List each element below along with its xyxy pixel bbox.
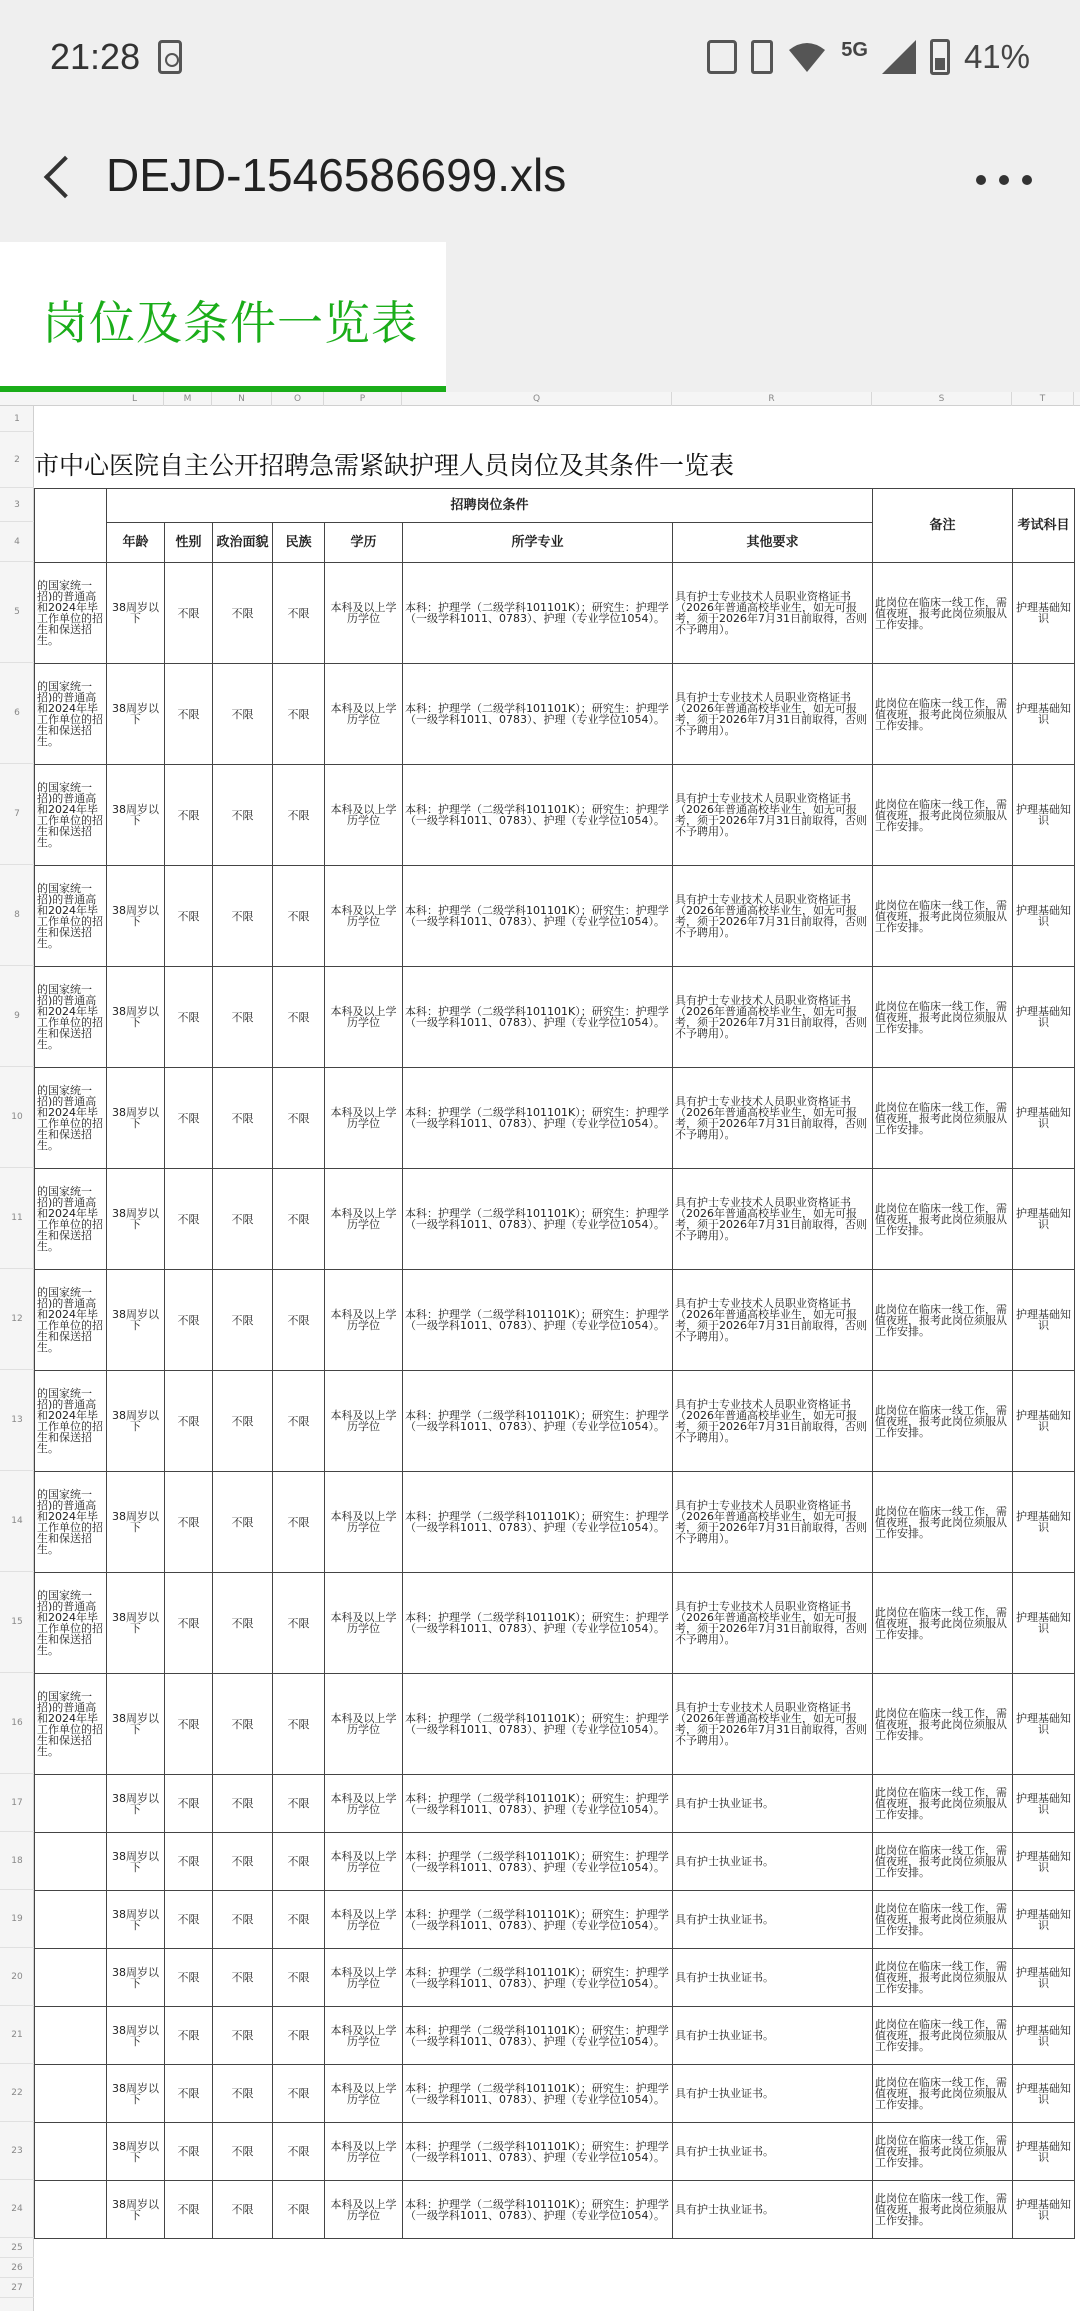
status-icons <box>707 38 1030 76</box>
header-education: 学历 <box>325 523 403 563</box>
cell-major[interactable]: 本科：护理学（二级学科101101K）；研究生：护理学（一级学科1011、0783）、护理（专业学位1054）。 <box>403 866 673 967</box>
cell-major[interactable]: 本科：护理学（二级学科101101K）；研究生：护理学（一级学科1011、0783）、护理（专业学位1054）。 <box>403 1472 673 1573</box>
cell-notes[interactable] <box>35 1891 107 1949</box>
status-time: 21:28 <box>50 36 141 77</box>
cell-education[interactable]: 本科及以上学历学位 <box>325 866 403 967</box>
cell-age[interactable]: 38周岁以下 <box>107 1472 165 1573</box>
cell-political[interactable]: 不限 <box>213 1891 273 1949</box>
cell-exam[interactable]: 护理基础知识 <box>1013 866 1075 967</box>
cell-education[interactable]: 本科及以上学历学位 <box>325 1674 403 1775</box>
cell-remarks[interactable]: 此岗位在临床一线工作，需值夜班，报考此岗位须服从工作安排。 <box>873 563 1013 664</box>
row-header[interactable]: 13 <box>0 1370 34 1471</box>
cell-notes[interactable]: 的国家统一招)的普通高和2024年毕工作单位的招生和保送招生。 <box>35 1169 107 1270</box>
cell-education[interactable]: 本科及以上学历学位 <box>325 1371 403 1472</box>
cell-remarks[interactable]: 此岗位在临床一线工作，需值夜班，报考此岗位须服从工作安排。 <box>873 765 1013 866</box>
cell-notes[interactable] <box>35 2007 107 2065</box>
cell-education[interactable]: 本科及以上学历学位 <box>325 664 403 765</box>
cell-ethnicity[interactable]: 不限 <box>273 967 325 1068</box>
column-header[interactable]: R <box>672 392 872 406</box>
cell-ethnicity[interactable]: 不限 <box>273 1270 325 1371</box>
row-header[interactable]: 20 <box>0 1948 34 2006</box>
cell-exam[interactable]: 护理基础知识 <box>1013 1270 1075 1371</box>
cell-gender[interactable]: 不限 <box>165 1169 213 1270</box>
cell-major[interactable]: 本科：护理学（二级学科101101K）；研究生：护理学（一级学科1011、0783）、护理（专业学位1054）。 <box>403 2181 673 2239</box>
cell-notes[interactable]: 的国家统一招)的普通高和2024年毕工作单位的招生和保送招生。 <box>35 1371 107 1472</box>
column-header[interactable]: T <box>1012 392 1074 406</box>
table-row <box>35 2065 1075 2123</box>
header-remarks: 备注 <box>873 489 1013 563</box>
cell-age[interactable]: 38周岁以下 <box>107 866 165 967</box>
cell-political[interactable]: 不限 <box>213 1169 273 1270</box>
cell-exam[interactable]: 护理基础知识 <box>1013 664 1075 765</box>
cell-other[interactable]: 具有护士执业证书。 <box>673 2181 873 2239</box>
cell-major[interactable]: 本科：护理学（二级学科101101K）；研究生：护理学（一级学科1011、0783）、护理（专业学位1054）。 <box>403 1169 673 1270</box>
cell-exam[interactable]: 护理基础知识 <box>1013 2007 1075 2065</box>
cell-age[interactable]: 38周岁以下 <box>107 1573 165 1674</box>
table-row <box>35 2123 1075 2181</box>
cell-remarks[interactable]: 此岗位在临床一线工作，需值夜班，报考此岗位须服从工作安排。 <box>873 1169 1013 1270</box>
network-type: 5G <box>841 38 868 61</box>
more-dot <box>1022 175 1032 185</box>
cell-notes[interactable] <box>35 2065 107 2123</box>
cell-other[interactable]: 具有护士专业技术人员职业资格证书（2026年普通高校毕业生，如无可报考，须于2026年7月31日前取得，否则不予聘用）。 <box>673 1068 873 1169</box>
cell-major[interactable]: 本科：护理学（二级学科101101K）；研究生：护理学（一级学科1011、0783）、护理（专业学位1054）。 <box>403 1891 673 1949</box>
row-header[interactable]: 12 <box>0 1269 34 1370</box>
cell-major[interactable]: 本科：护理学（二级学科101101K）；研究生：护理学（一级学科1011、0783）、护理（专业学位1054）。 <box>403 967 673 1068</box>
cell-exam[interactable]: 护理基础知识 <box>1013 1891 1075 1949</box>
row-header[interactable]: 1 <box>0 406 34 432</box>
app-bar <box>0 118 1080 242</box>
row-header[interactable]: 24 <box>0 2180 34 2238</box>
cell-remarks[interactable]: 此岗位在临床一线工作，需值夜班，报考此岗位须服从工作安排。 <box>873 1472 1013 1573</box>
cell-other[interactable]: 具有护士专业技术人员职业资格证书（2026年普通高校毕业生，如无可报考，须于2026年7月31日前取得，否则不予聘用）。 <box>673 563 873 664</box>
cell-gender[interactable]: 不限 <box>165 765 213 866</box>
cell-remarks[interactable]: 此岗位在临床一线工作，需值夜班，报考此岗位须服从工作安排。 <box>873 967 1013 1068</box>
cell-remarks[interactable]: 此岗位在临床一线工作，需值夜班，报考此岗位须服从工作安排。 <box>873 2123 1013 2181</box>
status-bar <box>0 0 1080 118</box>
cell-age[interactable]: 38周岁以下 <box>107 765 165 866</box>
cell-other[interactable]: 具有护士专业技术人员职业资格证书（2026年普通高校毕业生，如无可报考，须于2026年7月31日前取得，否则不予聘用）。 <box>673 1371 873 1472</box>
cell-ethnicity[interactable]: 不限 <box>273 1371 325 1472</box>
row-header[interactable]: 8 <box>0 865 34 966</box>
cell-political[interactable]: 不限 <box>213 967 273 1068</box>
column-header[interactable]: O <box>272 392 324 406</box>
cell-remarks[interactable]: 此岗位在临床一线工作，需值夜班，报考此岗位须服从工作安排。 <box>873 1775 1013 1833</box>
cell-age[interactable]: 38周岁以下 <box>107 1949 165 2007</box>
cell-political[interactable]: 不限 <box>213 2123 273 2181</box>
column-header[interactable]: S <box>872 392 1012 406</box>
row-header[interactable]: 11 <box>0 1168 34 1269</box>
cell-ethnicity[interactable]: 不限 <box>273 1775 325 1833</box>
table-row <box>35 1775 1075 1833</box>
tab-label: 岗位及条件一览表 <box>42 296 418 350</box>
cell-other[interactable]: 具有护士专业技术人员职业资格证书（2026年普通高校毕业生，如无可报考，须于2026年7月31日前取得，否则不予聘用）。 <box>673 1270 873 1371</box>
row-header[interactable]: 7 <box>0 764 34 865</box>
cell-gender[interactable]: 不限 <box>165 1573 213 1674</box>
cell-ethnicity[interactable]: 不限 <box>273 1472 325 1573</box>
table-row <box>35 664 1075 765</box>
cell-other[interactable]: 具有护士专业技术人员职业资格证书（2026年普通高校毕业生，如无可报考，须于2026年7月31日前取得，否则不予聘用）。 <box>673 1674 873 1775</box>
cell-political[interactable]: 不限 <box>213 1674 273 1775</box>
table-row <box>35 1472 1075 1573</box>
cell-exam[interactable]: 护理基础知识 <box>1013 2123 1075 2181</box>
header-other: 其他要求 <box>673 523 873 563</box>
row-header[interactable]: 18 <box>0 1832 34 1890</box>
cell-major[interactable]: 本科：护理学（二级学科101101K）；研究生：护理学（一级学科1011、0783）、护理（专业学位1054）。 <box>403 1573 673 1674</box>
cell-notes[interactable] <box>35 1833 107 1891</box>
cell-gender[interactable]: 不限 <box>165 664 213 765</box>
cell-gender[interactable]: 不限 <box>165 2123 213 2181</box>
cell-gender[interactable]: 不限 <box>165 1949 213 2007</box>
cell-ethnicity[interactable]: 不限 <box>273 2181 325 2239</box>
cell-exam[interactable]: 护理基础知识 <box>1013 2181 1075 2239</box>
cell-ethnicity[interactable]: 不限 <box>273 1169 325 1270</box>
cell-age[interactable]: 38周岁以下 <box>107 967 165 1068</box>
cell-age[interactable]: 38周岁以下 <box>107 1775 165 1833</box>
cell-education[interactable]: 本科及以上学历学位 <box>325 1169 403 1270</box>
screen-record-icon <box>158 40 182 74</box>
cell-ethnicity[interactable]: 不限 <box>273 563 325 664</box>
cell-gender[interactable]: 不限 <box>165 1775 213 1833</box>
header-ethnicity: 民族 <box>273 523 325 563</box>
cell-notes[interactable]: 的国家统一招)的普通高和2024年毕工作单位的招生和保送招生。 <box>35 563 107 664</box>
cell-notes[interactable]: 的国家统一招)的普通高和2024年毕工作单位的招生和保送招生。 <box>35 1270 107 1371</box>
column-header[interactable]: P <box>324 392 402 406</box>
cell-ethnicity[interactable]: 不限 <box>273 1891 325 1949</box>
cell-age[interactable]: 38周岁以下 <box>107 1891 165 1949</box>
cell-gender[interactable]: 不限 <box>165 967 213 1068</box>
sheet-tab-bar <box>0 242 1080 392</box>
cell-major[interactable]: 本科：护理学（二级学科101101K）；研究生：护理学（一级学科1011、0783）、护理（专业学位1054）。 <box>403 1775 673 1833</box>
cell-age[interactable]: 38周岁以下 <box>107 1371 165 1472</box>
table-row <box>35 1949 1075 2007</box>
column-header[interactable]: M <box>164 392 212 406</box>
row-header[interactable]: 15 <box>0 1572 34 1673</box>
cell-exam[interactable]: 护理基础知识 <box>1013 563 1075 664</box>
column-header[interactable]: Q <box>402 392 672 406</box>
cell-major[interactable]: 本科：护理学（二级学科101101K）；研究生：护理学（一级学科1011、0783）、护理（专业学位1054）。 <box>403 1371 673 1472</box>
wifi-icon <box>787 40 827 74</box>
table-row <box>35 2007 1075 2065</box>
cell-exam[interactable]: 护理基础知识 <box>1013 1949 1075 2007</box>
cell-notes[interactable]: 的国家统一招)的普通高和2024年毕工作单位的招生和保送招生。 <box>35 1674 107 1775</box>
more-dot <box>999 175 1009 185</box>
header-age: 年龄 <box>107 523 165 563</box>
cell-education[interactable]: 本科及以上学历学位 <box>325 967 403 1068</box>
cell-notes[interactable]: 的国家统一招)的普通高和2024年毕工作单位的招生和保送招生。 <box>35 664 107 765</box>
row-header[interactable]: 27 <box>0 2278 34 2298</box>
table-row <box>35 1833 1075 1891</box>
cell-ethnicity[interactable]: 不限 <box>273 1833 325 1891</box>
cell-education[interactable]: 本科及以上学历学位 <box>325 563 403 664</box>
cell-remarks[interactable]: 此岗位在临床一线工作，需值夜班，报考此岗位须服从工作安排。 <box>873 1573 1013 1674</box>
table-row <box>35 866 1075 967</box>
cell-notes[interactable]: 的国家统一招)的普通高和2024年毕工作单位的招生和保送招生。 <box>35 765 107 866</box>
cell-major[interactable]: 本科：护理学（二级学科101101K）；研究生：护理学（一级学科1011、0783）、护理（专业学位1054）。 <box>403 563 673 664</box>
cell-age[interactable]: 38周岁以下 <box>107 2181 165 2239</box>
cell-other[interactable]: 具有护士专业技术人员职业资格证书（2026年普通高校毕业生，如无可报考，须于2026年7月31日前取得，否则不予聘用）。 <box>673 1472 873 1573</box>
header-exam: 考试科目 <box>1013 489 1075 563</box>
header-row-group <box>35 489 1075 523</box>
cell-ethnicity[interactable]: 不限 <box>273 1573 325 1674</box>
row-header[interactable]: 9 <box>0 966 34 1067</box>
row-header[interactable]: 23 <box>0 2122 34 2180</box>
cell-education[interactable]: 本科及以上学历学位 <box>325 2123 403 2181</box>
row-header[interactable]: 22 <box>0 2064 34 2122</box>
cell-political[interactable]: 不限 <box>213 1775 273 1833</box>
cell-political[interactable]: 不限 <box>213 2181 273 2239</box>
cell-gender[interactable]: 不限 <box>165 1270 213 1371</box>
cell-remarks[interactable]: 此岗位在临床一线工作，需值夜班，报考此岗位须服从工作安排。 <box>873 2007 1013 2065</box>
row-header[interactable]: 14 <box>0 1471 34 1572</box>
cell-notes[interactable]: 的国家统一招)的普通高和2024年毕工作单位的招生和保送招生。 <box>35 1573 107 1674</box>
cell-other[interactable]: 具有护士专业技术人员职业资格证书（2026年普通高校毕业生，如无可报考，须于2026年7月31日前取得，否则不予聘用）。 <box>673 1573 873 1674</box>
row-header[interactable]: 2 <box>0 432 34 488</box>
cell-political[interactable]: 不限 <box>213 1270 273 1371</box>
cell-ethnicity[interactable]: 不限 <box>273 1674 325 1775</box>
cell-other[interactable]: 具有护士执业证书。 <box>673 2123 873 2181</box>
cell-political[interactable]: 不限 <box>213 1068 273 1169</box>
cell-age[interactable]: 38周岁以下 <box>107 1169 165 1270</box>
sim-icon <box>751 40 773 74</box>
cell-political[interactable]: 不限 <box>213 664 273 765</box>
file-title: DEJD-1546586699.xls <box>106 149 567 201</box>
row-header[interactable]: 26 <box>0 2258 34 2278</box>
cell-notes[interactable]: 的国家统一招)的普通高和2024年毕工作单位的招生和保送招生。 <box>35 866 107 967</box>
cell-education[interactable]: 本科及以上学历学位 <box>325 1833 403 1891</box>
cell-age[interactable]: 38周岁以下 <box>107 1833 165 1891</box>
cell-remarks[interactable]: 此岗位在临床一线工作，需值夜班，报考此岗位须服从工作安排。 <box>873 1891 1013 1949</box>
table-row <box>35 1891 1075 1949</box>
signal-icon <box>882 40 916 74</box>
cell-gender[interactable]: 不限 <box>165 1068 213 1169</box>
row-header[interactable]: 5 <box>0 562 34 663</box>
cell-ethnicity[interactable]: 不限 <box>273 866 325 967</box>
cell-age[interactable]: 38周岁以下 <box>107 2123 165 2181</box>
cell-notes[interactable]: 的国家统一招)的普通高和2024年毕工作单位的招生和保送招生。 <box>35 967 107 1068</box>
cell-education[interactable]: 本科及以上学历学位 <box>325 2007 403 2065</box>
cell-political[interactable]: 不限 <box>213 1371 273 1472</box>
battery-icon <box>930 39 950 75</box>
cell-age[interactable]: 38周岁以下 <box>107 563 165 664</box>
cell-remarks[interactable]: 此岗位在临床一线工作，需值夜班，报考此岗位须服从工作安排。 <box>873 1674 1013 1775</box>
cell-exam[interactable]: 护理基础知识 <box>1013 1775 1075 1833</box>
cell-education[interactable]: 本科及以上学历学位 <box>325 1270 403 1371</box>
cell-remarks[interactable]: 此岗位在临床一线工作，需值夜班，报考此岗位须服从工作安排。 <box>873 1068 1013 1169</box>
spreadsheet-view[interactable] <box>0 392 1080 2311</box>
sheet-title: 市中心医院自主公开招聘急需紧缺护理人员岗位及其条件一览表 <box>34 451 735 480</box>
cell-exam[interactable]: 护理基础知识 <box>1013 1068 1075 1169</box>
cell-exam[interactable]: 护理基础知识 <box>1013 1169 1075 1270</box>
cell-age[interactable]: 38周岁以下 <box>107 1270 165 1371</box>
cell-political[interactable]: 不限 <box>213 1573 273 1674</box>
cell-education[interactable]: 本科及以上学历学位 <box>325 1891 403 1949</box>
header-group: 招聘岗位条件 <box>107 489 873 523</box>
table-row <box>35 563 1075 664</box>
table-row <box>35 765 1075 866</box>
table-row <box>35 1068 1075 1169</box>
more-icon[interactable] <box>976 160 1032 200</box>
cell-major[interactable]: 本科：护理学（二级学科101101K）；研究生：护理学（一级学科1011、0783）、护理（专业学位1054）。 <box>403 1068 673 1169</box>
cell-age[interactable]: 38周岁以下 <box>107 2007 165 2065</box>
cell-political[interactable]: 不限 <box>213 765 273 866</box>
back-arrow-icon[interactable] <box>36 154 80 204</box>
cell-major[interactable]: 本科：护理学（二级学科101101K）；研究生：护理学（一级学科1011、0783）、护理（专业学位1054）。 <box>403 765 673 866</box>
cell-notes[interactable] <box>35 1949 107 2007</box>
table-row <box>35 1573 1075 1674</box>
cell-exam[interactable]: 护理基础知识 <box>1013 1472 1075 1573</box>
table-row <box>35 1371 1075 1472</box>
tab-sheet-1[interactable] <box>0 242 446 392</box>
cell-other[interactable]: 具有护士专业技术人员职业资格证书（2026年普通高校毕业生，如无可报考，须于2026年7月31日前取得，否则不予聘用）。 <box>673 1169 873 1270</box>
cell-remarks[interactable]: 此岗位在临床一线工作，需值夜班，报考此岗位须服从工作安排。 <box>873 1949 1013 2007</box>
cell-education[interactable]: 本科及以上学历学位 <box>325 1068 403 1169</box>
cell-notes[interactable] <box>35 2181 107 2239</box>
cell-political[interactable]: 不限 <box>213 1472 273 1573</box>
row-headers <box>0 406 34 2311</box>
cell-ethnicity[interactable]: 不限 <box>273 1068 325 1169</box>
cell-gender[interactable]: 不限 <box>165 563 213 664</box>
cell-major[interactable]: 本科：护理学（二级学科101101K）；研究生：护理学（一级学科1011、0783）、护理（专业学位1054）。 <box>403 2123 673 2181</box>
table-row <box>35 967 1075 1068</box>
cell-education[interactable]: 本科及以上学历学位 <box>325 1775 403 1833</box>
cell-remarks[interactable]: 此岗位在临床一线工作，需值夜班，报考此岗位须服从工作安排。 <box>873 1833 1013 1891</box>
cell-notes[interactable]: 的国家统一招)的普通高和2024年毕工作单位的招生和保送招生。 <box>35 1472 107 1573</box>
more-dot <box>976 175 986 185</box>
row-header[interactable]: 10 <box>0 1067 34 1168</box>
cell-remarks[interactable]: 此岗位在临床一线工作，需值夜班，报考此岗位须服从工作安排。 <box>873 866 1013 967</box>
cell-ethnicity[interactable]: 不限 <box>273 2123 325 2181</box>
header-gender: 性别 <box>165 523 213 563</box>
cell-exam[interactable]: 护理基础知识 <box>1013 1674 1075 1775</box>
cell-other[interactable]: 具有护士执业证书。 <box>673 1775 873 1833</box>
cell-other[interactable]: 具有护士执业证书。 <box>673 1891 873 1949</box>
row-header[interactable]: 6 <box>0 663 34 764</box>
cell-gender[interactable]: 不限 <box>165 1472 213 1573</box>
cell-other[interactable]: 具有护士专业技术人员职业资格证书（2026年普通高校毕业生，如无可报考，须于2026年7月31日前取得，否则不予聘用）。 <box>673 765 873 866</box>
cell-other[interactable]: 具有护士专业技术人员职业资格证书（2026年普通高校毕业生，如无可报考，须于2026年7月31日前取得，否则不予聘用）。 <box>673 866 873 967</box>
column-header[interactable]: N <box>212 392 272 406</box>
cell-major[interactable]: 本科：护理学（二级学科101101K）；研究生：护理学（一级学科1011、0783）、护理（专业学位1054）。 <box>403 2065 673 2123</box>
cell-notes[interactable] <box>35 2123 107 2181</box>
cell-remarks[interactable]: 此岗位在临床一线工作，需值夜班，报考此岗位须服从工作安排。 <box>873 2181 1013 2239</box>
cell-education[interactable]: 本科及以上学历学位 <box>325 765 403 866</box>
row-header[interactable]: 3 <box>0 488 34 522</box>
cell-ethnicity[interactable]: 不限 <box>273 1949 325 2007</box>
table-row <box>35 1169 1075 1270</box>
cell-major[interactable]: 本科：护理学（二级学科101101K）；研究生：护理学（一级学科1011、0783）、护理（专业学位1054）。 <box>403 2007 673 2065</box>
cell-other[interactable]: 具有护士执业证书。 <box>673 1949 873 2007</box>
cell-political[interactable]: 不限 <box>213 1949 273 2007</box>
cell-ethnicity[interactable]: 不限 <box>273 2065 325 2123</box>
cell-gender[interactable]: 不限 <box>165 2007 213 2065</box>
cell-age[interactable]: 38周岁以下 <box>107 2065 165 2123</box>
cell-remarks[interactable]: 此岗位在临床一线工作，需值夜班，报考此岗位须服从工作安排。 <box>873 2065 1013 2123</box>
row-header[interactable]: 4 <box>0 522 34 562</box>
cell-exam[interactable]: 护理基础知识 <box>1013 1573 1075 1674</box>
cell-gender[interactable]: 不限 <box>165 2181 213 2239</box>
cell-major[interactable]: 本科：护理学（二级学科101101K）；研究生：护理学（一级学科1011、0783）、护理（专业学位1054）。 <box>403 1833 673 1891</box>
cell-other[interactable]: 具有护士专业技术人员职业资格证书（2026年普通高校毕业生，如无可报考，须于2026年7月31日前取得，否则不予聘用）。 <box>673 967 873 1068</box>
row-header[interactable]: 21 <box>0 2006 34 2064</box>
cell-other[interactable]: 具有护士执业证书。 <box>673 2007 873 2065</box>
cell-political[interactable]: 不限 <box>213 866 273 967</box>
cell-notes[interactable] <box>35 1775 107 1833</box>
cell-major[interactable]: 本科：护理学（二级学科101101K）；研究生：护理学（一级学科1011、0783）、护理（专业学位1054）。 <box>403 1270 673 1371</box>
cell-exam[interactable]: 护理基础知识 <box>1013 765 1075 866</box>
header-blank <box>35 489 107 563</box>
cell-exam[interactable]: 护理基础知识 <box>1013 1833 1075 1891</box>
header-political: 政治面貌 <box>213 523 273 563</box>
cell-education[interactable]: 本科及以上学历学位 <box>325 2065 403 2123</box>
cell-gender[interactable]: 不限 <box>165 1891 213 1949</box>
row-header[interactable]: 19 <box>0 1890 34 1948</box>
cell-other[interactable]: 具有护士专业技术人员职业资格证书（2026年普通高校毕业生，如无可报考，须于2026年7月31日前取得，否则不予聘用）。 <box>673 664 873 765</box>
cell-political[interactable]: 不限 <box>213 2065 273 2123</box>
row-header[interactable]: 17 <box>0 1774 34 1832</box>
cell-other[interactable]: 具有护士执业证书。 <box>673 2065 873 2123</box>
cell-political[interactable]: 不限 <box>213 2007 273 2065</box>
cell-political[interactable]: 不限 <box>213 563 273 664</box>
table-row <box>35 1674 1075 1775</box>
cell-remarks[interactable]: 此岗位在临床一线工作，需值夜班，报考此岗位须服从工作安排。 <box>873 664 1013 765</box>
positions-table <box>34 488 1075 2239</box>
cell-ethnicity[interactable]: 不限 <box>273 2007 325 2065</box>
cell-exam[interactable]: 护理基础知识 <box>1013 2065 1075 2123</box>
cell-political[interactable]: 不限 <box>213 1833 273 1891</box>
vibrate-icon <box>707 40 737 74</box>
row-header[interactable]: 25 <box>0 2238 34 2258</box>
cell-major[interactable]: 本科：护理学（二级学科101101K）；研究生：护理学（一级学科1011、0783）、护理（专业学位1054）。 <box>403 664 673 765</box>
header-major: 所学专业 <box>403 523 673 563</box>
cell-exam[interactable]: 护理基础知识 <box>1013 967 1075 1068</box>
cell-major[interactable]: 本科：护理学（二级学科101101K）；研究生：护理学（一级学科1011、0783）、护理（专业学位1054）。 <box>403 1674 673 1775</box>
cell-age[interactable]: 38周岁以下 <box>107 664 165 765</box>
column-header[interactable]: L <box>106 392 164 406</box>
cell-gender[interactable]: 不限 <box>165 2065 213 2123</box>
cell-notes[interactable]: 的国家统一招)的普通高和2024年毕工作单位的招生和保送招生。 <box>35 1068 107 1169</box>
cell-gender[interactable]: 不限 <box>165 866 213 967</box>
cell-gender[interactable]: 不限 <box>165 1833 213 1891</box>
row-header[interactable]: 16 <box>0 1673 34 1774</box>
table-row <box>35 1270 1075 1371</box>
cell-education[interactable]: 本科及以上学历学位 <box>325 2181 403 2239</box>
cell-major[interactable]: 本科：护理学（二级学科101101K）；研究生：护理学（一级学科1011、0783）、护理（专业学位1054）。 <box>403 1949 673 2007</box>
cell-exam[interactable]: 护理基础知识 <box>1013 1371 1075 1472</box>
cell-education[interactable]: 本科及以上学历学位 <box>325 1472 403 1573</box>
cell-remarks[interactable]: 此岗位在临床一线工作，需值夜班，报考此岗位须服从工作安排。 <box>873 1270 1013 1371</box>
battery-level: 41% <box>963 38 1030 75</box>
cell-gender[interactable]: 不限 <box>165 1371 213 1472</box>
table-row <box>35 2181 1075 2239</box>
cell-education[interactable]: 本科及以上学历学位 <box>325 1949 403 2007</box>
cell-other[interactable]: 具有护士执业证书。 <box>673 1833 873 1891</box>
cell-ethnicity[interactable]: 不限 <box>273 765 325 866</box>
cell-ethnicity[interactable]: 不限 <box>273 664 325 765</box>
cell-remarks[interactable]: 此岗位在临床一线工作，需值夜班，报考此岗位须服从工作安排。 <box>873 1371 1013 1472</box>
cell-gender[interactable]: 不限 <box>165 1674 213 1775</box>
cell-age[interactable]: 38周岁以下 <box>107 1068 165 1169</box>
cell-education[interactable]: 本科及以上学历学位 <box>325 1573 403 1674</box>
column-headers <box>0 392 1080 406</box>
cell-age[interactable]: 38周岁以下 <box>107 1674 165 1775</box>
